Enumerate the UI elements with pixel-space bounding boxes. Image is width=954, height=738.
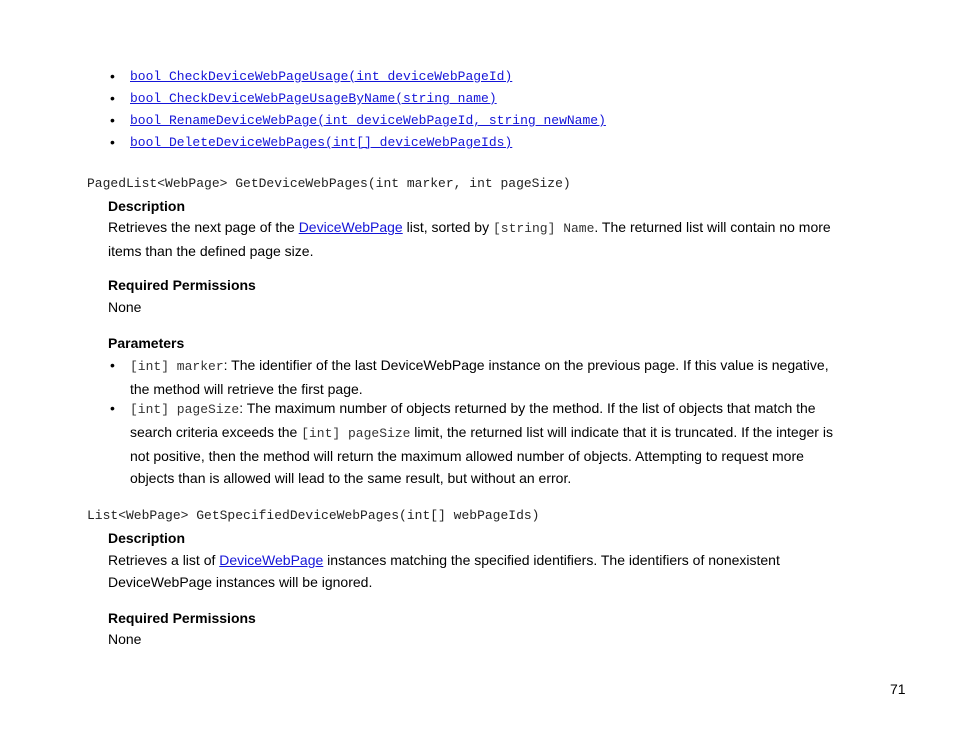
method-link-check-usage[interactable]: bool CheckDeviceWebPageUsage(int deviceWebPageId) [130,69,513,84]
bullet-icon: • [110,400,115,416]
param-text: objects than is allowed will lead to the same result, but without an error. [130,470,572,486]
inline-code: [int] marker [130,359,224,374]
page-number: 71 [890,681,906,697]
description-heading: Description [108,530,186,546]
description-line2: items than the defined page size. [108,243,314,259]
param-text: : The identifier of the last DeviceWebPage instance on the previous page. If this value is negative, [223,357,829,373]
inline-code: [int] pageSize [301,426,411,441]
inline-code: [int] pageSize [130,402,240,417]
param-marker [130,354,870,400]
method-signature-get-specified-device-web-pages: List<WebPage> GetSpecifiedDeviceWebPages(int[] webPageIds) [87,508,540,523]
bullet-icon: • [110,357,115,373]
param-text: not positive, then the method will return the maximum allowed number of objects. Attempting to request more [130,448,804,464]
required-permissions-heading: Required Permissions [108,277,256,293]
method-link-check-usage-by-name[interactable]: bool CheckDeviceWebPageUsageByName(string name) [130,91,497,106]
parameters-heading: Parameters [108,335,185,351]
description-text [108,549,888,593]
param-text: : The maximum number of objects returned by the method. If the list of objects that match the [239,400,816,416]
description-heading: Description [108,198,186,214]
method-link-rename[interactable]: bool RenameDeviceWebPage(int deviceWebPageId, string newName) [130,113,606,128]
bullet-icon: • [110,68,115,84]
method-signature-get-device-web-pages: PagedList<WebPage> GetDeviceWebPages(int marker, int pageSize) [87,176,571,191]
description-text [108,216,888,262]
description-suffix: instances matching the specified identifiers. The identifiers of nonexistent [323,552,780,568]
required-permissions-heading: Required Permissions [108,610,256,626]
devicewebpage-link[interactable]: DeviceWebPage [219,552,324,568]
description-prefix: Retrieves the next page of the [108,219,299,235]
description-prefix: Retrieves a list of [108,552,220,568]
inline-code: [string] Name [492,221,595,236]
permissions-value: None [108,631,142,647]
bullet-icon: • [110,134,115,150]
bullet-icon: • [110,90,115,106]
description-line2: DeviceWebPage instances will be ignored. [108,574,373,590]
param-text: the method will retrieve the first page. [130,381,363,397]
param-page-size [130,397,870,489]
bullet-icon: • [110,112,115,128]
method-link-delete[interactable]: bool DeleteDeviceWebPages(int[] deviceWebPageIds) [130,135,513,150]
permissions-value: None [108,299,142,315]
description-suffix: . The returned list will contain no more [594,219,831,235]
devicewebpage-link[interactable]: DeviceWebPage [298,219,403,235]
description-mid: list, sorted by [402,219,493,235]
param-text: limit, the returned list will indicate that it is truncated. If the integer is [410,424,833,440]
param-text: search criteria exceeds the [130,424,302,440]
